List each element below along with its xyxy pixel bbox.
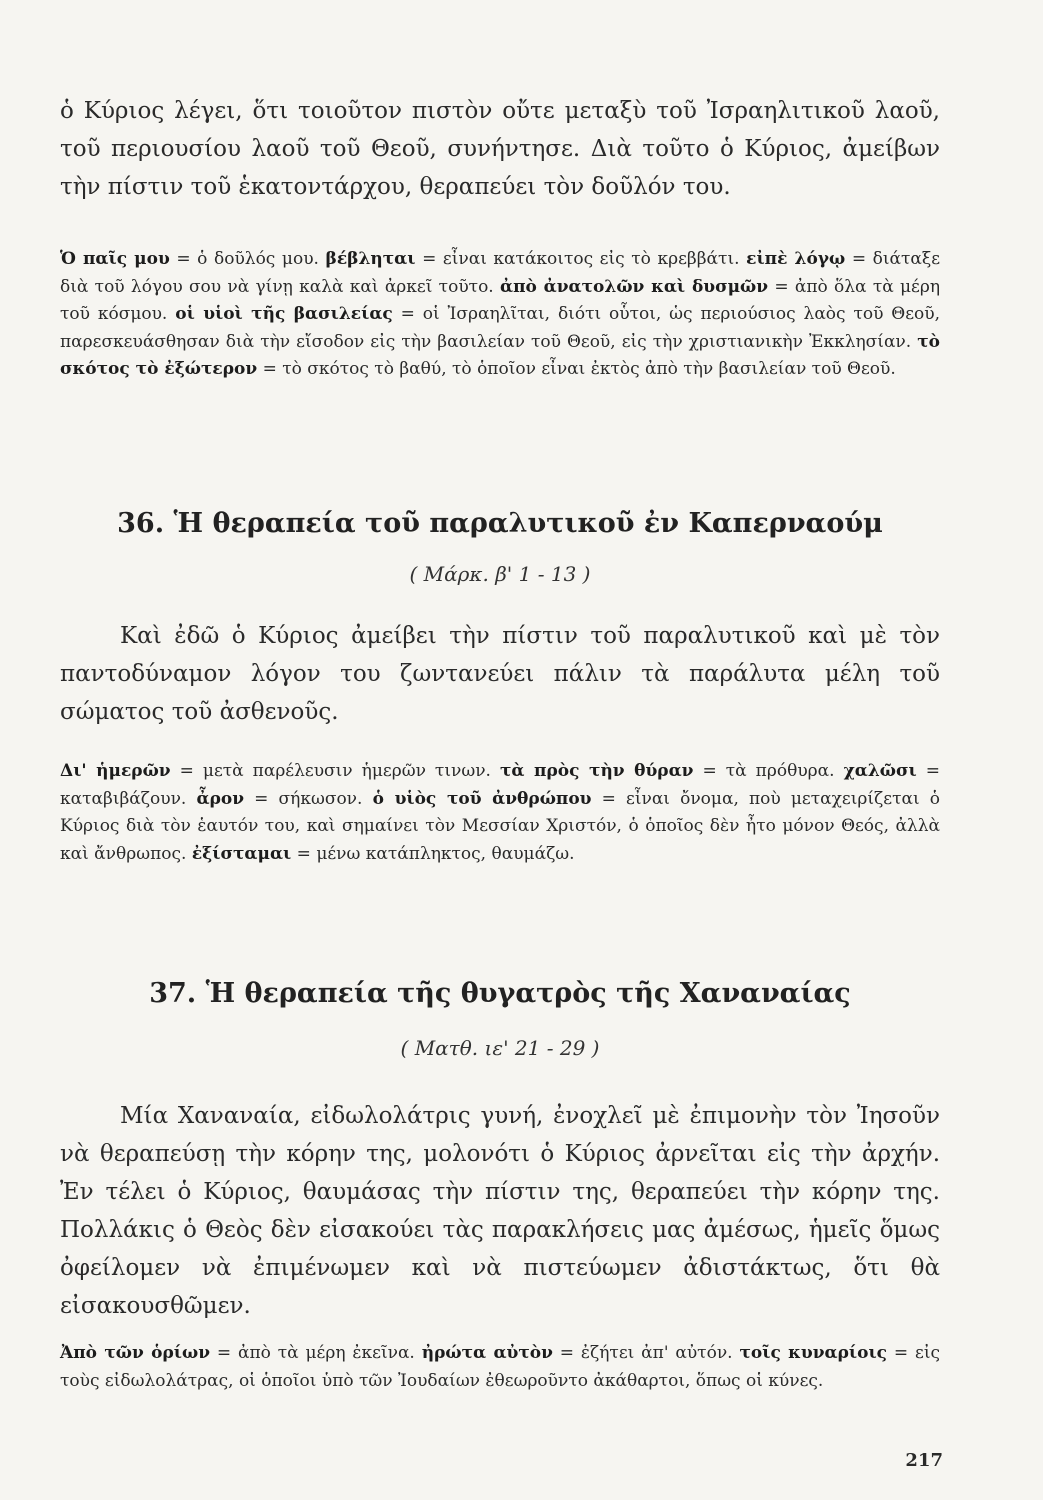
note-entry (326, 249, 740, 269)
note-gloss: = ἐζήτει ἀπ' αὐτόν. (559, 1343, 733, 1363)
note-entry (500, 761, 835, 781)
note-gloss: = εἶναι κατάκοιτος εἰς τὸ κρεββάτι. (422, 249, 740, 269)
note-entry (60, 1343, 415, 1363)
section-36-paragraph: Καὶ ἐδῶ ὁ Κύριος ἀμείβει τὴν πίστιν τοῦ παραλυτικοῦ καὶ μὲ τὸν παντοδύναμον λόγον του ζωντανεύει πάλιν τὰ παράλυτα μέλη τοῦ σώματος τοῦ ἀσθενοῦς. (60, 623, 940, 725)
note-term: τοῖς κυναρίοις (739, 1343, 888, 1363)
note-gloss: = ἀπὸ ὅλα τὰ μέρη τοῦ κόσμου. (60, 276, 941, 324)
note-term: ἠρώτα αὐτὸν (421, 1343, 553, 1363)
note-gloss: = μετὰ παρέλευσιν ἡμερῶν τινων. (179, 761, 491, 781)
note-term: τὰ πρὸς τὴν θύραν (499, 761, 694, 781)
note-term: εἰπὲ λόγῳ (746, 249, 846, 269)
note-gloss: = μένω κατάπληκτος, θαυμάζω. (296, 843, 575, 864)
note-term: ὁ υἱὸς τοῦ ἀνθρώπου (372, 788, 592, 809)
section-36-heading: 36. Ἡ θεραπεία τοῦ παραλυτικοῦ ἐν Καπερναούμ (117, 508, 883, 539)
section-36-reference: ( Μάρκ. β' 1 - 13 ) (409, 562, 591, 586)
page-number: 217 (905, 1450, 943, 1471)
note-term: Δι' ἡμερῶν (60, 761, 171, 781)
note-term: Ἀπὸ τῶν ὁρίων (60, 1343, 211, 1363)
note-gloss: = καταβιβάζουν. (60, 761, 940, 809)
note-gloss: = τὰ πρόθυρα. (702, 761, 835, 781)
section-37-paragraph: Μία Χαναναία, εἰδωλολάτρις γυνή, ἐνοχλεῖ μὲ ἐπιμονὴν τὸν Ἰησοῦν νὰ θεραπεύσῃ τὴν κόρην της, μολονότι ὁ Κύριος ἀρνεῖται εἰς τὴν ἀρχήν. Ἐν τέλει ὁ Κύριος, θαυμάσας τὴν πίστιν της, θεραπεύει τὴν κόρην της. Πολλάκις ὁ Θεὸς δὲν εἰσακούει τὰς παρακλήσεις μας ἀμέσως, ἡμεῖς ὅμως ὀφείλομεν νὰ ἐπιμένωμεν καὶ νὰ πιστεύωμεν ἀδιστάκτως, ὅτι θὰ εἰσακουσθῶμεν. (60, 1103, 940, 1319)
notes-block-1 (60, 246, 940, 384)
note-term: ἆρον (196, 788, 245, 809)
note-gloss: = εἶναι ὄνομα, ποὺ μεταχειρίζεται ὁ Κύριος διὰ τὸν ἑαυτόν του, καὶ σημαίνει τὸν Μεσσίαν Χριστόν, ὁ ὁποῖος δὲν ἦτο μόνον Θεός, ἀλλὰ καὶ ἄνθρωπος. (60, 788, 941, 864)
note-term: ἀπὸ ἀνατολῶν καὶ δυσμῶν (500, 276, 769, 297)
note-entry (60, 249, 319, 269)
note-term: βέβληται (325, 249, 416, 269)
section-37-reference: ( Ματθ. ιε' 21 - 29 ) (400, 1036, 600, 1060)
note-gloss: = τὸ σκότος τὸ βαθύ, τὸ ὁποῖον εἶναι ἐκτὸς ἀπὸ τὴν βασιλείαν τοῦ Θεοῦ. (262, 359, 896, 379)
note-gloss: = εἰς τοὺς εἰδωλολάτρας, οἱ ὁποῖοι ὑπὸ τῶν Ἰουδαίων ἐθεωροῦντο ἀκάθαρτοι, ὅπως οἱ κύνες. (60, 1343, 941, 1391)
note-gloss: = ἀπὸ τὰ μέρη ἐκεῖνα. (216, 1343, 415, 1363)
note-gloss: = διάταξε διὰ τοῦ λόγου σου νὰ γίνῃ καλὰ καὶ ἀρκεῖ τοῦτο. (60, 249, 941, 297)
note-term: Ὁ παῖς μου (60, 249, 170, 269)
notes-block-2 (60, 758, 940, 868)
note-entry (422, 1343, 733, 1363)
note-gloss: = οἱ Ἰσραηλῖται, διότι οὗτοι, ὡς περιούσιος λαὸς τοῦ Θεοῦ, παρεσκευάσθησαν διὰ τὴν εἴσοδον εἰς τὴν βασιλείαν τοῦ Θεοῦ, εἰς τὴν χριστιανικὴν Ἐκκλησίαν. (60, 304, 941, 352)
section-37-heading: 37. Ἡ θεραπεία τῆς θυγατρὸς τῆς Χαναναίας (149, 978, 851, 1009)
notes-block-3 (60, 1340, 940, 1395)
note-entry (192, 844, 575, 864)
note-term: οἱ υἱοὶ τῆς βασιλείας (175, 304, 393, 324)
note-entry (60, 761, 491, 781)
note-gloss: = ὁ δοῦλός μου. (176, 249, 319, 269)
note-entry (196, 789, 362, 809)
note-entry (60, 304, 940, 352)
note-term: τὸ σκότος τὸ ἐξώτερον (60, 331, 940, 379)
note-gloss: = σήκωσον. (254, 788, 363, 809)
intro-paragraph: ὁ Κύριος λέγει, ὅτι τοιοῦτον πιστὸν οὔτε μεταξὺ τοῦ Ἰσραηλιτικοῦ λαοῦ, τοῦ περιουσίου λαοῦ τοῦ Θεοῦ, συνήντησε. Διὰ τοῦτο ὁ Κύριος, ἀμείβων τὴν πίστιν τοῦ ἑκατοντάρχου, θεραπεύει τὸν δοῦλόν του. (60, 98, 940, 200)
note-term: ἐξίσταμαι (191, 843, 292, 864)
note-term: χαλῶσι (843, 761, 917, 781)
